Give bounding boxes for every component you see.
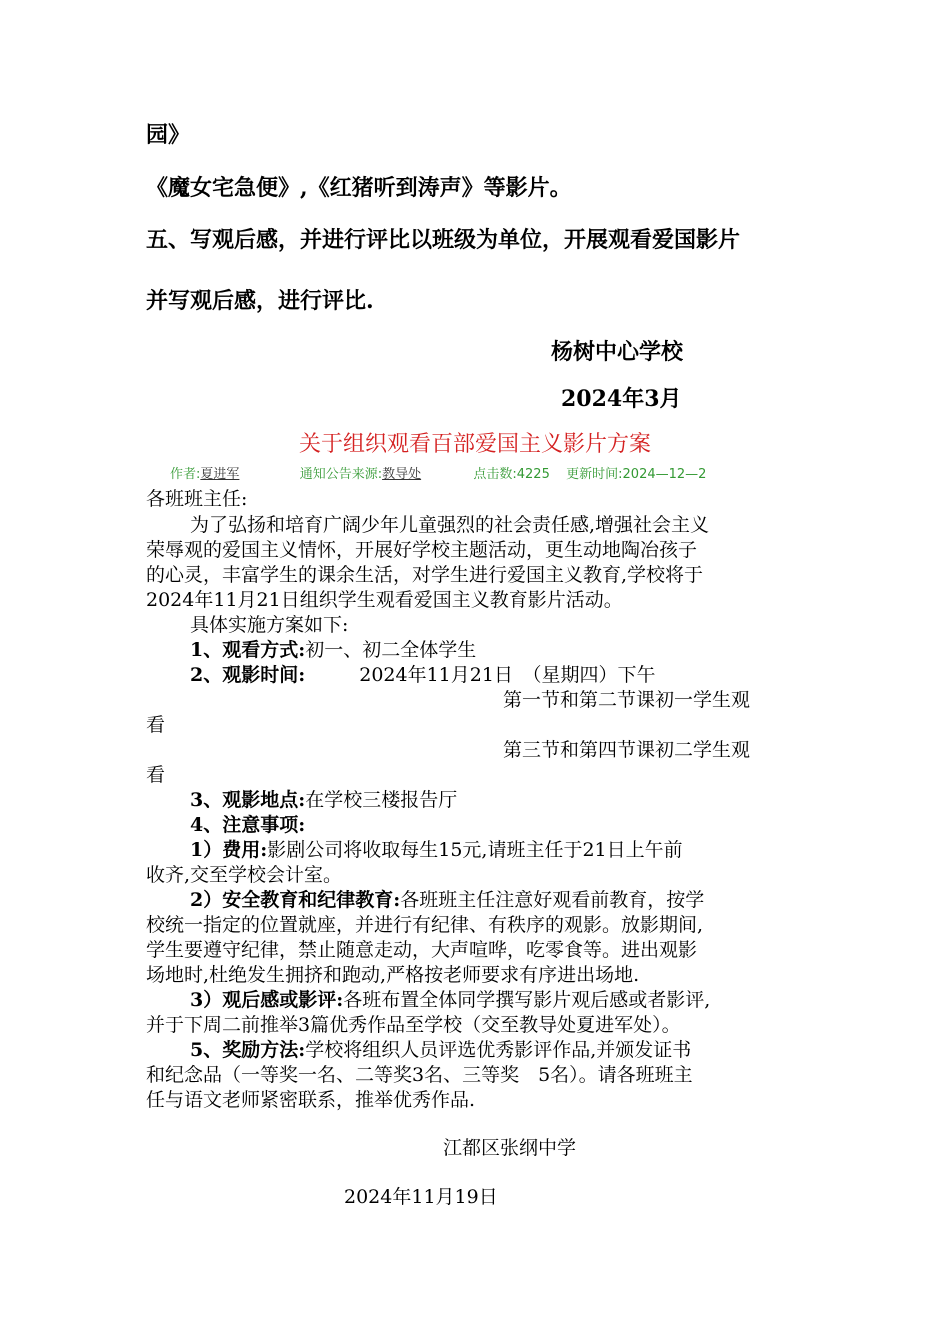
sub-3-line-2: 并于下周二前推举3篇优秀作品至学校（交至教导处夏进军处）。 [146, 1014, 681, 1036]
item-5-text: 学校将组织人员评选优秀影评作品,并颁发证书 [305, 1039, 692, 1061]
sub-1 [190, 838, 683, 862]
source-label: 通知公告来源: [299, 467, 383, 482]
item-1 [190, 638, 476, 662]
sub-1-label: 1）费用: [190, 839, 268, 861]
top-line-1: 园》 [146, 122, 191, 148]
sub-2-text: 各班班主任注意好观看前教育，按学 [400, 889, 705, 911]
item-2-line-2: 第一节和第二节课初一学生观 [503, 689, 751, 711]
item-4-label: 4、注意事项: [190, 814, 306, 836]
article-title: 关于组织观看百部爱国主义影片方案 [298, 432, 651, 457]
item-3-text: 在学校三楼报告厅 [305, 789, 458, 811]
intro-line-3: 的心灵，丰富学生的课余生活，对学生进行爱国主义教育,学校将于 [146, 564, 704, 586]
item-2 [190, 663, 655, 687]
top-line-4: 并写观后感，进行评比. [146, 288, 374, 314]
intro-line-1: 为了弘扬和培育广阔少年儿童强烈的社会责任感,增强社会主义 [190, 514, 710, 536]
signature-date: 2024年11月19日 [344, 1186, 498, 1208]
sub-1-text: 影剧公司将收取每生15元,请班主任于21日上午前 [267, 839, 683, 861]
sub-3 [190, 988, 710, 1012]
signature-school: 江都区张纲中学 [443, 1137, 577, 1159]
item-3 [190, 788, 457, 812]
clicks-label: 点击数: [473, 467, 517, 482]
intro-line-2: 荣辱观的爱国主义情怀，开展好学校主题活动，更生动地陶冶孩子 [146, 539, 698, 561]
item-5-line-3: 任与语文老师紧密联系，推举优秀作品. [146, 1089, 476, 1111]
item-5-label: 5、奖励方法: [190, 1039, 306, 1061]
item-2-line-3: 看 [146, 714, 166, 736]
sub-2 [190, 888, 704, 912]
updated-label: 更新时间: [566, 467, 623, 482]
updated-date: 2024—12—2 [622, 467, 707, 482]
author-link[interactable]: 夏进军 [200, 467, 240, 482]
item-1-text: 初一、初二全体学生 [305, 639, 477, 661]
sub-3-text: 各班布置全体同学撰写影片观后感或者影评, [343, 989, 711, 1011]
clicks-count: 4225 [516, 467, 550, 482]
sub-1-line-2: 收齐,交至学校会计室。 [146, 864, 343, 886]
item-2-text: 2024年11月21日 （星期四）下午 [359, 664, 656, 686]
item-5 [190, 1038, 691, 1062]
top-date: 2024年3月 [561, 386, 682, 412]
item-3-label: 3、观影地点: [190, 789, 306, 811]
plan-intro: 具体实施方案如下: [190, 614, 349, 636]
sub-2-line-3: 学生要遵守纪律，禁止随意走动，大声喧哗，吃零食等。进出观影 [146, 939, 698, 961]
item-5-line-2: 和纪念品（一等奖一名、二等奖3名、三等奖 5名）。请各班班主 [146, 1064, 693, 1086]
item-2-line-5: 看 [146, 764, 166, 786]
item-2-line-4: 第三节和第四节课初二学生观 [503, 739, 751, 761]
sub-2-line-2: 校统一指定的位置就座，并进行有纪律、有秩序的观影。放影期间, [146, 914, 704, 936]
item-1-label: 1、观看方式: [190, 639, 306, 661]
sub-3-label: 3）观后感或影评: [190, 989, 344, 1011]
greeting: 各班班主任: [146, 488, 248, 510]
top-line-3: 五、写观后感，并进行评比以班级为单位，开展观看爱国影片 [146, 227, 741, 253]
sub-2-label: 2）安全教育和纪律教育: [190, 889, 401, 911]
article-meta [170, 466, 706, 484]
intro-line-4: 2024年11月21日组织学生观看爱国主义教育影片活动。 [146, 589, 623, 611]
top-school-signature: 杨树中心学校 [551, 339, 684, 365]
author-label: 作者: [170, 467, 201, 482]
source-link[interactable]: 教导处 [382, 467, 422, 482]
top-line-2: 《魔女宅急便》,《红猪听到涛声》等影片。 [146, 175, 572, 201]
sub-2-line-4: 场地时,杜绝发生拥挤和跑动,严格按老师要求有序进出场地. [146, 964, 640, 986]
item-2-label: 2、观影时间: [190, 664, 306, 686]
